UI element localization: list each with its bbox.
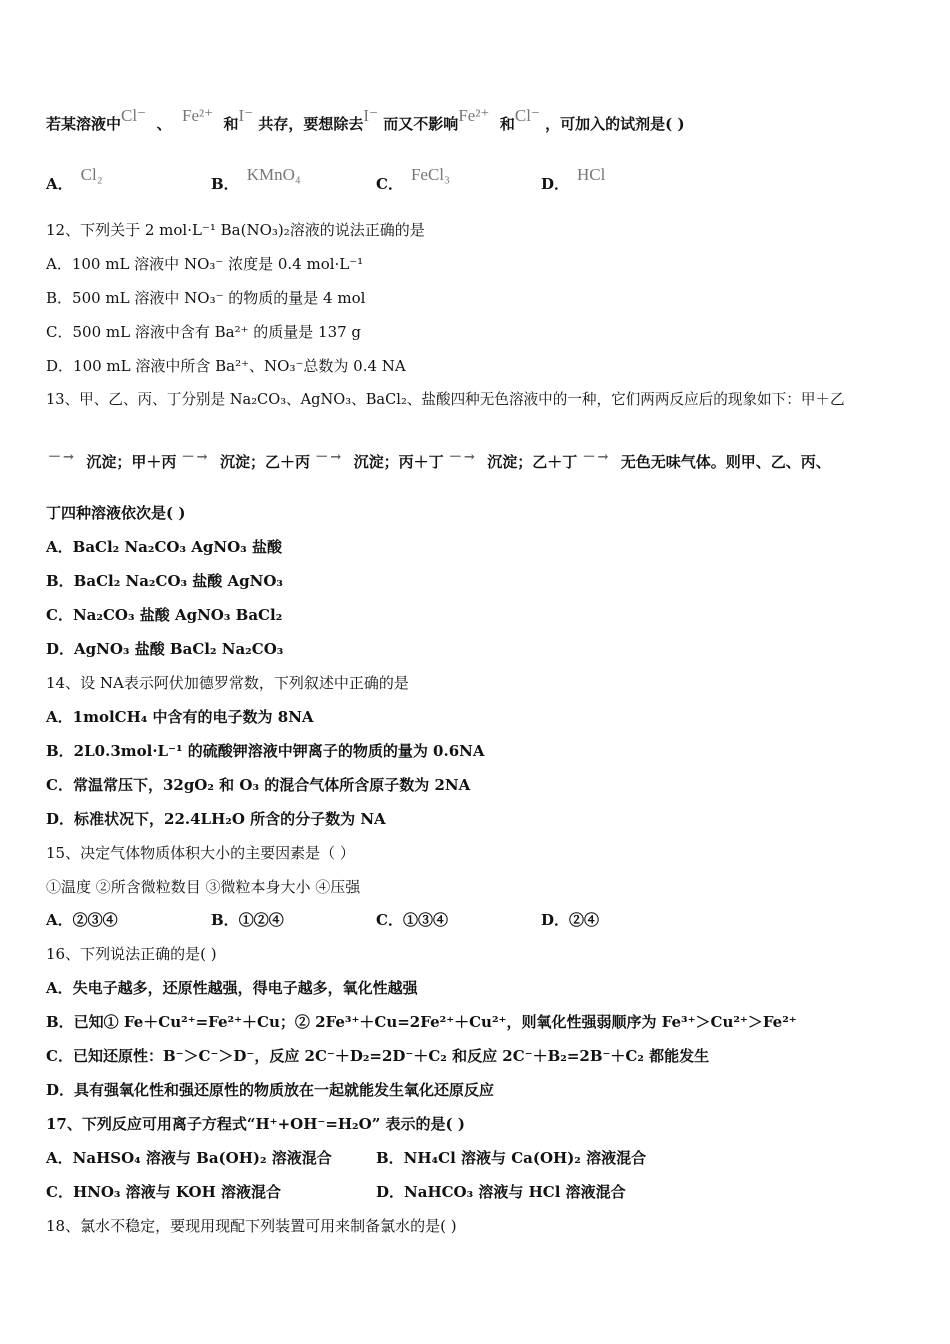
- q12-option-d: D．100 mL 溶液中所含 Ba²⁺、NO₃⁻总数为 0.4 NA: [46, 357, 406, 375]
- q14-stem: 14、设 NA表示阿伏加德罗常数，下列叙述中正确的是: [46, 674, 409, 692]
- q11-option-c-formula: FeCl₃: [410, 165, 450, 184]
- q15-option-b: [211, 910, 284, 930]
- q13-arrow-4: －→: [448, 450, 477, 465]
- q11-and-2: 和: [499, 115, 515, 133]
- q17-option-b: B．NH₄Cl 溶液与 Ca(OH)₂ 溶液混合: [376, 1149, 647, 1167]
- q11-option-d: [541, 165, 606, 194]
- q11-text-b: 共存，要想除去: [258, 115, 364, 133]
- q15-option-c: [376, 910, 448, 930]
- q11-ion-cl: Cl⁻: [121, 106, 147, 125]
- q11-option-b-letter: B．: [211, 175, 239, 193]
- q15-stem: 15、决定气体物质体积大小的主要因素是（ ）: [46, 844, 355, 862]
- q11-sep: 、: [156, 115, 172, 133]
- q14-option-d: D．标准状况下，22.4LH₂O 所含的分子数为 NA: [46, 810, 386, 828]
- q17-option-c: C．HNO₃ 溶液与 KOH 溶液混合: [46, 1183, 281, 1201]
- q13-stem-end: 丁四种溶液依次是( ): [46, 504, 186, 522]
- q13-stem: 13、甲、乙、丙、丁分别是 Na₂CO₃、AgNO₃、BaCl₂、盐酸四种无色溶液中的一种，它们两两反应后的现象如下：甲＋乙: [46, 391, 845, 408]
- q17-option-a: A．NaHSO₄ 溶液与 Ba(OH)₂ 溶液混合: [46, 1149, 332, 1167]
- q11-ion-i-2: I⁻: [363, 106, 379, 125]
- q11-option-a-formula: Cl₂: [80, 165, 103, 184]
- q14-option-b: B．2L0.3mol·L⁻¹ 的硫酸钾溶液中钾离子的物质的量为 0.6NA: [46, 742, 485, 760]
- q15-option-b-letter: B．: [211, 911, 239, 929]
- q16-stem: 16、下列说法正确的是( ): [46, 945, 217, 963]
- q13-arrow-1: －→: [48, 450, 76, 465]
- q11-text-c: 而又不影响: [383, 115, 459, 133]
- q11-option-c: [376, 165, 450, 194]
- q13-reaction-1: 沉淀；甲＋丙: [86, 453, 177, 471]
- q11-ion-cl-2: Cl⁻: [514, 106, 540, 125]
- q11-text-a: 若某溶液中: [46, 115, 122, 133]
- q13-option-b: B．BaCl₂ Na₂CO₃ 盐酸 AgNO₃: [46, 572, 283, 590]
- q17-option-d: D．NaHCO₃ 溶液与 HCl 溶液混合: [376, 1183, 626, 1201]
- q15-option-d-text: ②④: [569, 911, 600, 929]
- q18-stem: 18、氯水不稳定，要现用现配下列装置可用来制备氯水的是( ): [46, 1217, 457, 1235]
- q15-option-d-letter: D．: [541, 911, 570, 929]
- q13-arrow-5: －→: [582, 450, 611, 465]
- q16-option-c: C．已知还原性：B⁻＞C⁻＞D⁻，反应 2C⁻＋D₂=2D⁻＋C₂ 和反应 2C⁻＋B₂=2B⁻＋C₂ 都能发生: [46, 1047, 710, 1065]
- q16-option-a: A．失电子越多，还原性越强，得电子越多，氧化性越强: [46, 979, 418, 997]
- q11-stem: [46, 106, 685, 134]
- q11-text-d: ，可加入的试剂是( ): [545, 115, 685, 133]
- q13-reactions-line: [48, 452, 831, 474]
- q11-and-1: 和: [223, 115, 239, 133]
- q13-reaction-4: 沉淀；乙＋丁: [487, 453, 578, 471]
- q15-option-c-text: ①③④: [402, 911, 448, 929]
- q13-reaction-3: 沉淀；丙＋丁: [353, 453, 444, 471]
- q13-option-c: C．Na₂CO₃ 盐酸 AgNO₃ BaCl₂: [46, 606, 283, 624]
- q11-option-b-formula: KMnO₄: [246, 165, 301, 184]
- q15-option-d: [541, 910, 599, 930]
- q13-reaction-2: 沉淀；乙＋丙: [219, 453, 310, 471]
- q15-option-c-letter: C．: [376, 911, 403, 929]
- q13-option-d: D．AgNO₃ 盐酸 BaCl₂ Na₂CO₃: [46, 640, 284, 658]
- q12-option-c: C．500 mL 溶液中含有 Ba²⁺ 的质量是 137 g: [46, 323, 362, 341]
- q11-option-d-letter: D．: [541, 175, 570, 193]
- q15-option-b-text: ①②④: [238, 911, 284, 929]
- q13-option-a: A．BaCl₂ Na₂CO₃ AgNO₃ 盐酸: [46, 538, 282, 556]
- q12-option-b: B．500 mL 溶液中 NO₃⁻ 的物质的量是 4 mol: [46, 289, 366, 307]
- q15-option-a: [46, 910, 118, 930]
- q11-ion-fe-2: Fe²⁺: [458, 106, 490, 125]
- q15-option-a-text: ②③④: [72, 911, 118, 929]
- q11-option-a-letter: A．: [46, 175, 73, 193]
- q11-option-b: [211, 165, 301, 194]
- q11-option-c-letter: C．: [376, 175, 403, 193]
- q14-option-c: C．常温常压下，32gO₂ 和 O₃ 的混合气体所含原子数为 2NA: [46, 776, 471, 794]
- q15-factors: ①温度 ②所含微粒数目 ③微粒本身大小 ④压强: [46, 878, 361, 896]
- q13-reaction-5: 无色无味气体。则甲、乙、丙、: [620, 453, 831, 471]
- q12-option-a: A．100 mL 溶液中 NO₃⁻ 浓度是 0.4 mol·L⁻¹: [46, 255, 364, 273]
- q13-arrow-2: －→: [181, 450, 210, 465]
- q13-arrow-3: －→: [315, 450, 344, 465]
- q12-stem: 12、下列关于 2 mol·L⁻¹ Ba(NO₃)₂溶液的说法正确的是: [46, 221, 425, 239]
- q17-stem: 17、下列反应可用离子方程式“H⁺+OH⁻=H₂O” 表示的是( ): [46, 1115, 465, 1133]
- q11-ion-fe: Fe²⁺: [181, 106, 214, 125]
- q16-option-d: D．具有强氧化性和强还原性的物质放在一起就能发生氧化还原反应: [46, 1081, 495, 1099]
- q11-option-a: [46, 165, 103, 194]
- q16-option-b: B．已知① Fe＋Cu²⁺=Fe²⁺＋Cu；② 2Fe³⁺＋Cu=2Fe²⁺＋Cu²⁺，则氧化性强弱顺序为 Fe³⁺＞Cu²⁺＞Fe²⁺: [46, 1013, 797, 1031]
- q15-option-a-letter: A．: [46, 911, 73, 929]
- q11-option-d-formula: HCl: [577, 165, 606, 184]
- q14-option-a: A．1molCH₄ 中含有的电子数为 8NA: [46, 708, 314, 726]
- q11-ion-i: I⁻: [238, 106, 254, 125]
